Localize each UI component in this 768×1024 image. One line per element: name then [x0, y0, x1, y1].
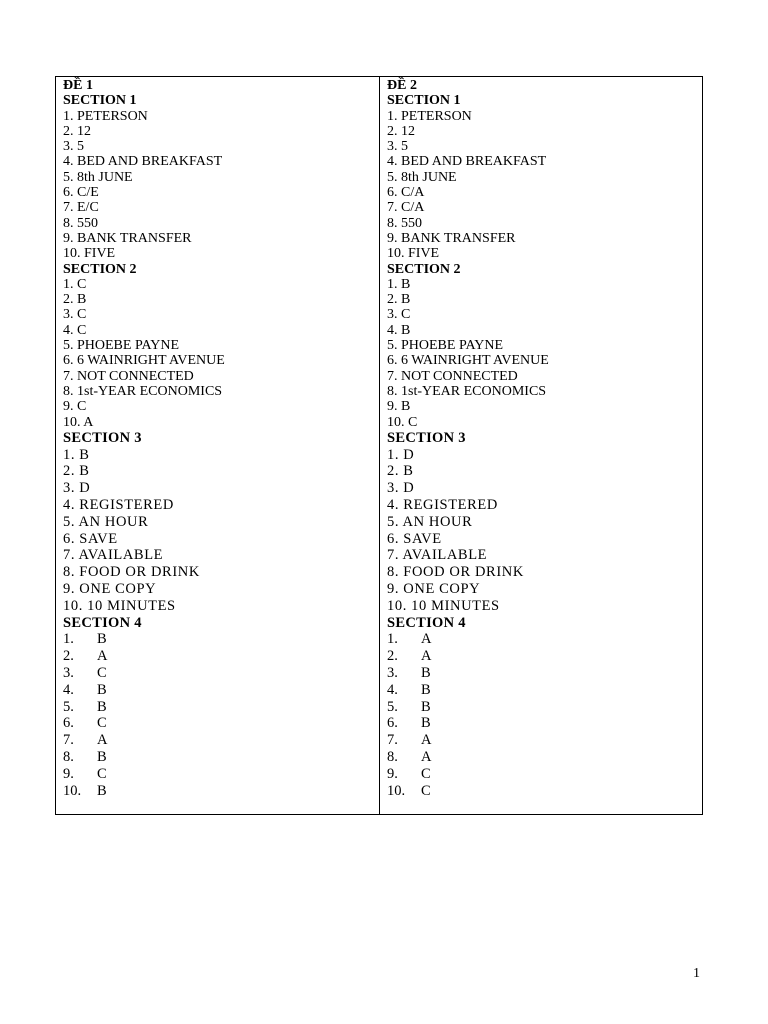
section4-heading: SECTION 4: [387, 614, 466, 631]
answer-item: 5. AN HOUR: [387, 513, 473, 530]
answer-item: 4. BED AND BREAKFAST: [387, 154, 547, 170]
answer-number: 4.: [63, 681, 74, 698]
answer-letter: A: [421, 648, 432, 665]
answer-item: [63, 631, 379, 648]
answer-item: 6. C/E: [63, 185, 99, 201]
answer-item: 1. D: [387, 446, 415, 463]
answer-item: 5. PHOEBE PAYNE: [387, 338, 504, 354]
answer-item: 7. AVAILABLE: [63, 547, 164, 564]
answer-letter: A: [421, 631, 432, 648]
answer-item: 10. FIVE: [387, 246, 440, 262]
answer-number: 9.: [387, 765, 398, 782]
answer-letter: B: [97, 748, 107, 765]
section2-block: [63, 262, 379, 430]
answer-item: [387, 766, 702, 783]
answer-letter: C: [97, 765, 107, 782]
answer-item: 9. ONE COPY: [63, 581, 157, 597]
answer-item: 3. C: [387, 307, 411, 323]
section3-block: [63, 430, 379, 615]
answer-item: 3. D: [387, 480, 415, 497]
answer-letter: B: [421, 664, 431, 681]
de2-column: [379, 77, 702, 814]
answer-letter: C: [421, 765, 431, 782]
answer-number: 10.: [387, 782, 406, 799]
answer-item: [63, 715, 379, 732]
section4-block: [387, 615, 702, 800]
answer-item: 4. REGISTERED: [387, 497, 498, 514]
answer-item: 7. NOT CONNECTED: [387, 368, 518, 384]
answer-item: 3. D: [63, 480, 91, 497]
answer-item: 9. B: [387, 399, 411, 415]
answer-letter: C: [421, 782, 431, 799]
answer-number: 5.: [387, 698, 398, 715]
answer-letter: B: [97, 698, 107, 715]
answer-item: 2. 12: [387, 123, 415, 139]
answer-item: 1. PETERSON: [387, 108, 472, 124]
answer-number: 1.: [63, 631, 74, 648]
answer-item: [387, 682, 702, 699]
answer-letter: B: [97, 681, 107, 698]
answer-item: [63, 648, 379, 665]
answer-item: 7. AVAILABLE: [387, 547, 488, 564]
answer-number: 5.: [63, 698, 74, 715]
answer-item: 2. 12: [63, 123, 91, 139]
answer-letter: B: [421, 681, 431, 698]
answer-item: 6. 6 WAINRIGHT AVENUE: [387, 353, 549, 369]
answer-item: 4. B: [387, 322, 411, 338]
answer-item: 9. BANK TRANSFER: [63, 230, 192, 246]
section1-block: [63, 93, 379, 261]
answer-number: 3.: [63, 664, 74, 681]
answer-item: [63, 699, 379, 716]
answer-item: 10. A: [63, 414, 94, 430]
answer-item: 5. 8th JUNE: [63, 169, 133, 185]
answer-item: 9. ONE COPY: [387, 581, 481, 597]
answer-item: 2. B: [63, 292, 87, 308]
answer-item: 2. B: [387, 292, 411, 308]
answer-letter: A: [421, 732, 432, 749]
answer-letter: C: [97, 664, 107, 681]
answer-item: [63, 749, 379, 766]
section4-block: [63, 615, 379, 800]
section3-heading: SECTION 3: [387, 429, 466, 446]
answer-number: 3.: [387, 664, 398, 681]
answer-item: [387, 715, 702, 732]
section2-block: [387, 262, 702, 430]
answer-number: 6.: [387, 715, 398, 732]
answer-item: 6. SAVE: [387, 530, 442, 547]
answer-letter: B: [97, 782, 107, 799]
answer-item: [387, 783, 702, 800]
answer-number: 1.: [387, 631, 398, 648]
page-number: 1: [693, 966, 700, 981]
answer-item: 7. NOT CONNECTED: [63, 368, 194, 384]
answer-item: 8. 550: [387, 215, 422, 231]
answer-item: 3. 5: [63, 139, 84, 155]
answer-item: 5. PHOEBE PAYNE: [63, 338, 180, 354]
answer-letter: B: [421, 698, 431, 715]
answer-item: 2. B: [63, 463, 90, 480]
answer-item: 10. 10 MINUTES: [63, 597, 176, 614]
answer-item: 3. C: [63, 307, 87, 323]
answer-number: 10.: [63, 782, 82, 799]
section3-heading: SECTION 3: [63, 429, 142, 446]
answer-number: 6.: [63, 715, 74, 732]
answer-number: 2.: [63, 648, 74, 665]
answer-item: 6. SAVE: [63, 530, 118, 547]
answer-letter: B: [421, 715, 431, 732]
answer-item: 4. REGISTERED: [63, 497, 174, 514]
answer-item: [63, 732, 379, 749]
answer-item: 2. B: [387, 463, 414, 480]
answer-item: 8. FOOD OR DRINK: [63, 564, 200, 581]
section1-heading: SECTION 1: [387, 93, 461, 109]
exam-title: ĐỀ 1: [63, 78, 93, 93]
answer-item: 8. 1st-YEAR ECONOMICS: [63, 383, 223, 399]
answer-number: 7.: [63, 732, 74, 749]
answer-item: [63, 682, 379, 699]
de1-column: [56, 77, 379, 814]
answer-item: 1. PETERSON: [63, 108, 148, 124]
answer-number: 2.: [387, 648, 398, 665]
answer-letter: B: [97, 631, 107, 648]
answer-letter: A: [97, 732, 108, 749]
answer-item: [63, 665, 379, 682]
answer-item: 8. 1st-YEAR ECONOMICS: [387, 383, 547, 399]
answer-item: 5. 8th JUNE: [387, 169, 457, 185]
answer-item: 4. C: [63, 322, 87, 338]
answer-item: [63, 783, 379, 800]
answer-item: 4. BED AND BREAKFAST: [63, 154, 223, 170]
section1-block: [387, 93, 702, 261]
answer-item: 6. 6 WAINRIGHT AVENUE: [63, 353, 225, 369]
answer-item: 9. BANK TRANSFER: [387, 230, 516, 246]
section1-heading: SECTION 1: [63, 93, 137, 109]
section4-heading: SECTION 4: [63, 614, 142, 631]
answer-item: [387, 732, 702, 749]
answer-item: 10. 10 MINUTES: [387, 597, 500, 614]
answer-item: [387, 648, 702, 665]
section2-heading: SECTION 2: [387, 261, 461, 277]
answer-number: 9.: [63, 765, 74, 782]
answer-item: [387, 631, 702, 648]
answer-item: 8. 550: [63, 215, 98, 231]
answer-item: [387, 749, 702, 766]
answer-item: [387, 699, 702, 716]
answer-item: 10. C: [387, 414, 418, 430]
answer-letter: C: [97, 715, 107, 732]
answer-item: 7. E/C: [63, 200, 99, 216]
answer-item: 5. AN HOUR: [63, 513, 149, 530]
answer-item: 9. C: [63, 399, 87, 415]
answer-letter: A: [421, 748, 432, 765]
answer-item: 1. B: [387, 276, 411, 292]
answer-number: 4.: [387, 681, 398, 698]
answer-item: 6. C/A: [387, 185, 425, 201]
answer-item: 7. C/A: [387, 200, 425, 216]
answer-item: 3. 5: [387, 139, 408, 155]
answer-item: 10. FIVE: [63, 246, 116, 262]
section2-heading: SECTION 2: [63, 261, 137, 277]
answer-item: [63, 766, 379, 783]
answer-item: 8. FOOD OR DRINK: [387, 564, 524, 581]
answer-number: 7.: [387, 732, 398, 749]
answer-item: 1. B: [63, 446, 90, 463]
answer-number: 8.: [387, 748, 398, 765]
exam-title: ĐỀ 2: [387, 78, 417, 93]
answer-key-table: [55, 76, 703, 815]
answer-item: [387, 665, 702, 682]
answer-number: 8.: [63, 748, 74, 765]
section3-block: [387, 430, 702, 615]
answer-item: 1. C: [63, 276, 87, 292]
answer-letter: A: [97, 648, 108, 665]
